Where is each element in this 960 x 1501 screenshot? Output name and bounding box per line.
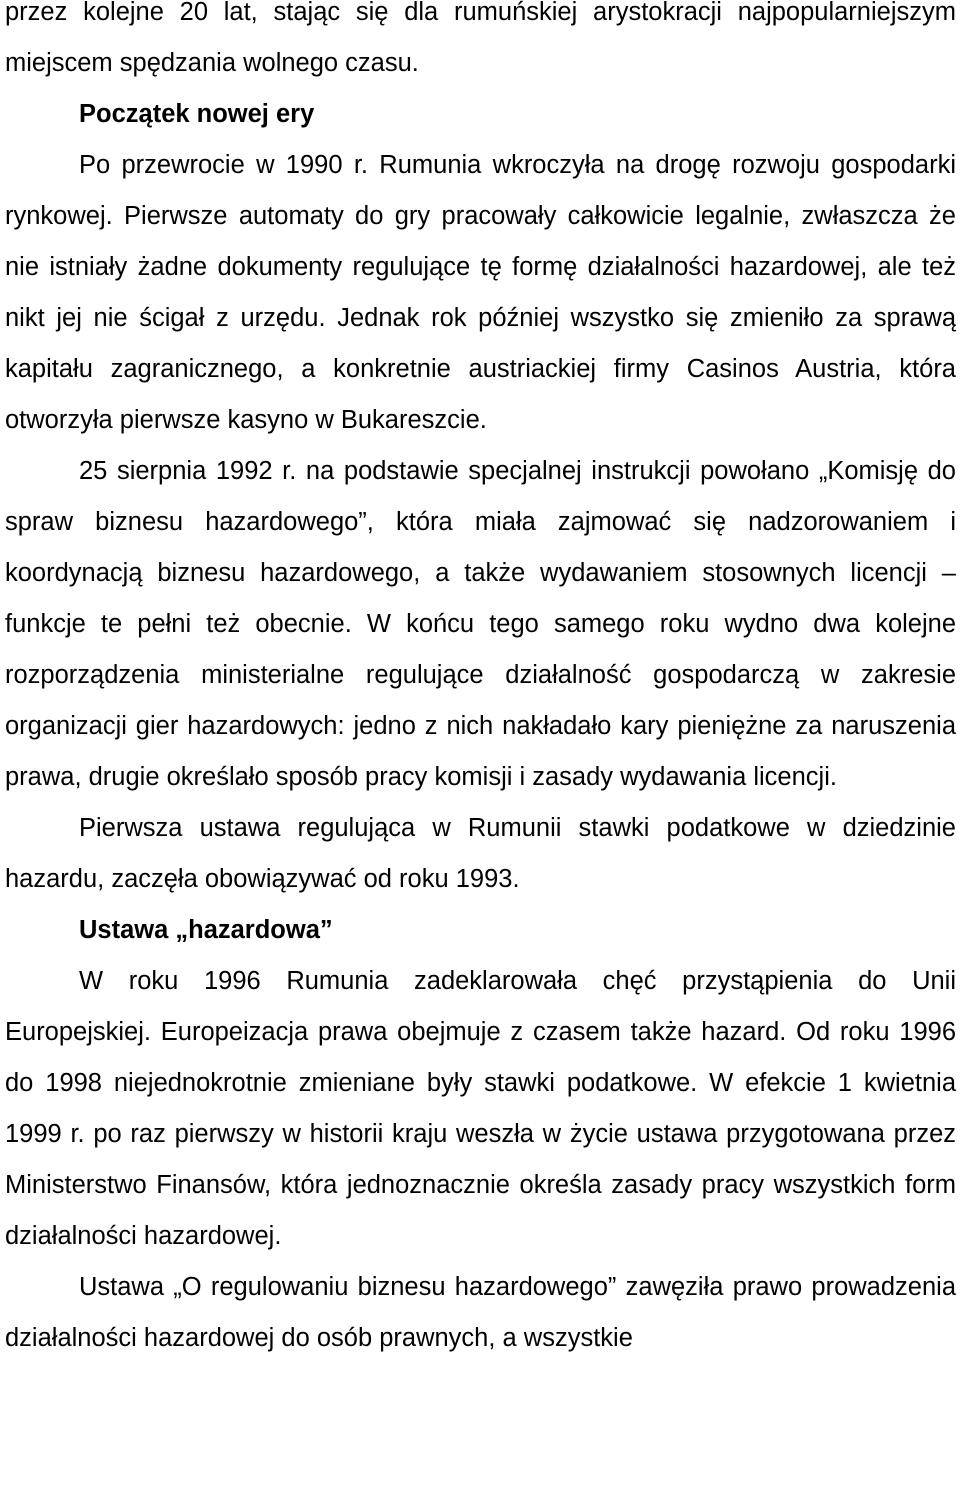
- paragraph-commission-1992: 25 sierpnia 1992 r. na podstawie specjalnej instrukcji powołano „Komisję do spraw biznesu hazardowego”, która miała zajmować się nadzorowaniem i koordynacją biznesu hazardowego, a także wydawaniem stosownych licencji – funkcje te pełni też obecnie. W końcu tego samego roku wydno dwa kolejne rozporządzenia ministerialne regulujące działalność gospodarczą w zakresie organizacji gier hazardowych: jedno z nich nakładało kary pieniężne za naruszenia prawa, drugie określało sposób pracy komisji i zasady wydawania licencji.: [5, 457, 956, 791]
- paragraph-eu-accession: W roku 1996 Rumunia zadeklarowała chęć przystąpienia do Unii Europejskiej. Europeizacja prawa obejmuje z czasem także hazard. Od roku 1996 do 1998 niejednokrotnie zmieniane były stawki podatkowe. W efekcie 1 kwietnia 1999 r. po raz pierwszy w historii kraju weszła w życie ustawa przygotowana przez Ministerstwo Finansów, która jednoznacznie określa zasady pracy wszystkich form działalności hazardowej.: [5, 967, 956, 1250]
- paragraph-law-regulation: Ustawa „O regulowaniu biznesu hazardowego” zawęziła prawo prowadzenia działalności hazardowej do osób prawnych, a wszystkie: [5, 1273, 956, 1352]
- paragraph-continued: przez kolejne 20 lat, stając się dla rumuńskiej arystokracji najpopularniejszym miejscem spędzania wolnego czasu.: [5, 0, 956, 77]
- document-page: [5, 0, 956, 1364]
- section-heading-gambling-law: Ustawa „hazardowa”: [79, 916, 333, 944]
- paragraph-after-1990: Po przewrocie w 1990 r. Rumunia wkroczyła na drogę rozwoju gospodarki rynkowej. Pierwsze automaty do gry pracowały całkowicie legalnie, zwłaszcza że nie istniały żadne dokumenty regulujące tę formę działalności hazardowej, ale też nikt jej nie ścigał z urzędu. Jednak rok później wszystko się zmieniło za sprawą kapitału zagranicznego, a konkretnie austriackiej firmy Casinos Austria, która otworzyła pierwsze kasyno w Bukareszcie.: [5, 151, 956, 434]
- paragraph-first-tax-law: Pierwsza ustawa regulująca w Rumunii stawki podatkowe w dziedzinie hazardu, zaczęła obowiązywać od roku 1993.: [5, 814, 956, 893]
- section-heading-new-era: Początek nowej ery: [79, 100, 315, 128]
